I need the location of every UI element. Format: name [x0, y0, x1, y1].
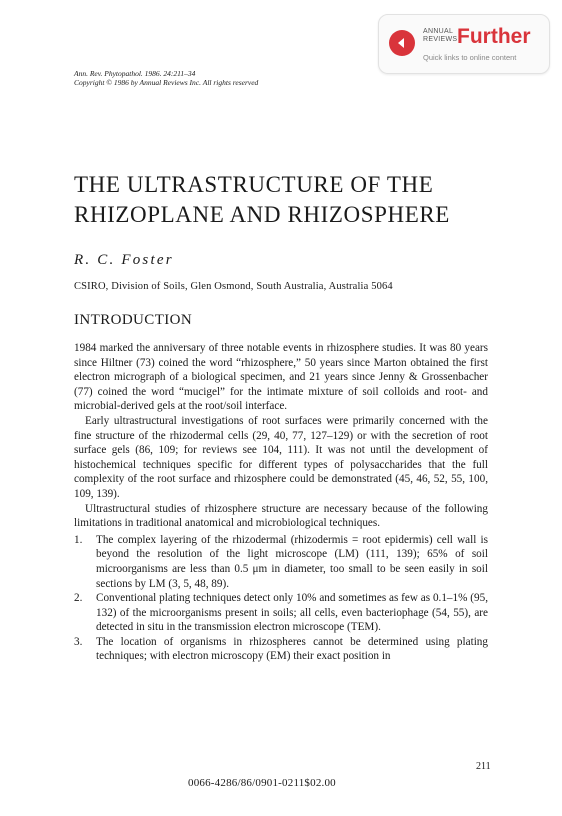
brand-line-reviews: REVIEWS	[423, 36, 458, 43]
paragraph: 1984 marked the anniversary of three notable events in rhizosphere studies. It was 80 years since Hiltner (73) coined the word “rhizosphere,” 50 years since Marton obtained the first electron micrograph of a biological specimen, and 21 years since Jenny & Grossenbacher (77) coined the word “mucigel” for the intimate mixture of soil colloids and root- and microbial-derived gels at the root/soil interface.	[74, 342, 488, 413]
citation-block	[74, 69, 258, 87]
limitations-list	[74, 533, 488, 664]
article-title	[74, 170, 514, 230]
annual-reviews-logo-text	[423, 28, 457, 44]
footer-code: 0066-4286/86/0901-0211$02.00	[188, 777, 336, 789]
paragraph: Early ultrastructural investigations of root surfaces were primarily concerned with the fine structure of the rhizodermal cells (29, 40, 77, 127–129) or with the secretion of root surface gels (86, 109; for reviews see 104, 111). It was not until the development of histochemical techniques specific for different types of polysaccharides that the full complexity of the root surface and rhizosphere could be demonstrated (45, 46, 52, 55, 100, 109, 139).	[74, 414, 488, 500]
list-item-text: The location of organisms in rhizospheres cannot be determined using plating techniques; with electron microscopy (EM) their exact position in	[96, 635, 488, 663]
list-item-number: 3.	[74, 635, 83, 648]
list-item-number: 1.	[74, 533, 83, 546]
list-item-text: The complex layering of the rhizodermal (rhizodermis = root epidermis) cell wall is beyond the resolution of the light microscope (LM) (111, 139); 65% of soil microorganisms are less than 0.5 μm in diameter, too small to be seen easily in soil sections by LM (3, 5, 48, 89).	[96, 533, 488, 590]
section-heading: INTRODUCTION	[74, 312, 193, 328]
title-line-2: RHIZOPLANE AND RHIZOSPHERE	[74, 202, 450, 227]
page-number: 211	[476, 761, 491, 772]
list-item	[74, 635, 488, 664]
article-body	[74, 341, 488, 664]
list-item-text: Conventional plating techniques detect only 10% and sometimes as few as 0.1–1% (95, 132) of the microorganisms present in soils; all cells, even bacteriophage (54, 55), are detected in situ in the transmission electron microscope (TEM).	[96, 592, 488, 634]
annual-reviews-further-banner[interactable]	[378, 14, 550, 74]
list-item	[74, 533, 488, 591]
play-arrow-icon	[389, 30, 415, 56]
quick-links-tagline: Quick links to online content	[423, 53, 517, 62]
title-line-1: THE ULTRASTRUCTURE OF THE	[74, 172, 434, 197]
author-name: R. C. Foster	[74, 252, 174, 268]
list-item	[74, 591, 488, 635]
list-item-number: 2.	[74, 592, 83, 605]
further-label: Further	[457, 25, 531, 48]
author-affiliation: CSIRO, Division of Soils, Glen Osmond, South Australia, Australia 5064	[74, 281, 393, 292]
journal-citation: Ann. Rev. Phytopathol. 1986. 24:211–34	[74, 69, 196, 78]
paragraph: Ultrastructural studies of rhizosphere structure are necessary because of the following limitations in traditional anatomical and microbiological techniques.	[74, 502, 488, 530]
copyright-line: Copyright © 1986 by Annual Reviews Inc. All rights reserved	[74, 78, 259, 87]
brand-line-annual: ANNUAL	[423, 28, 454, 35]
